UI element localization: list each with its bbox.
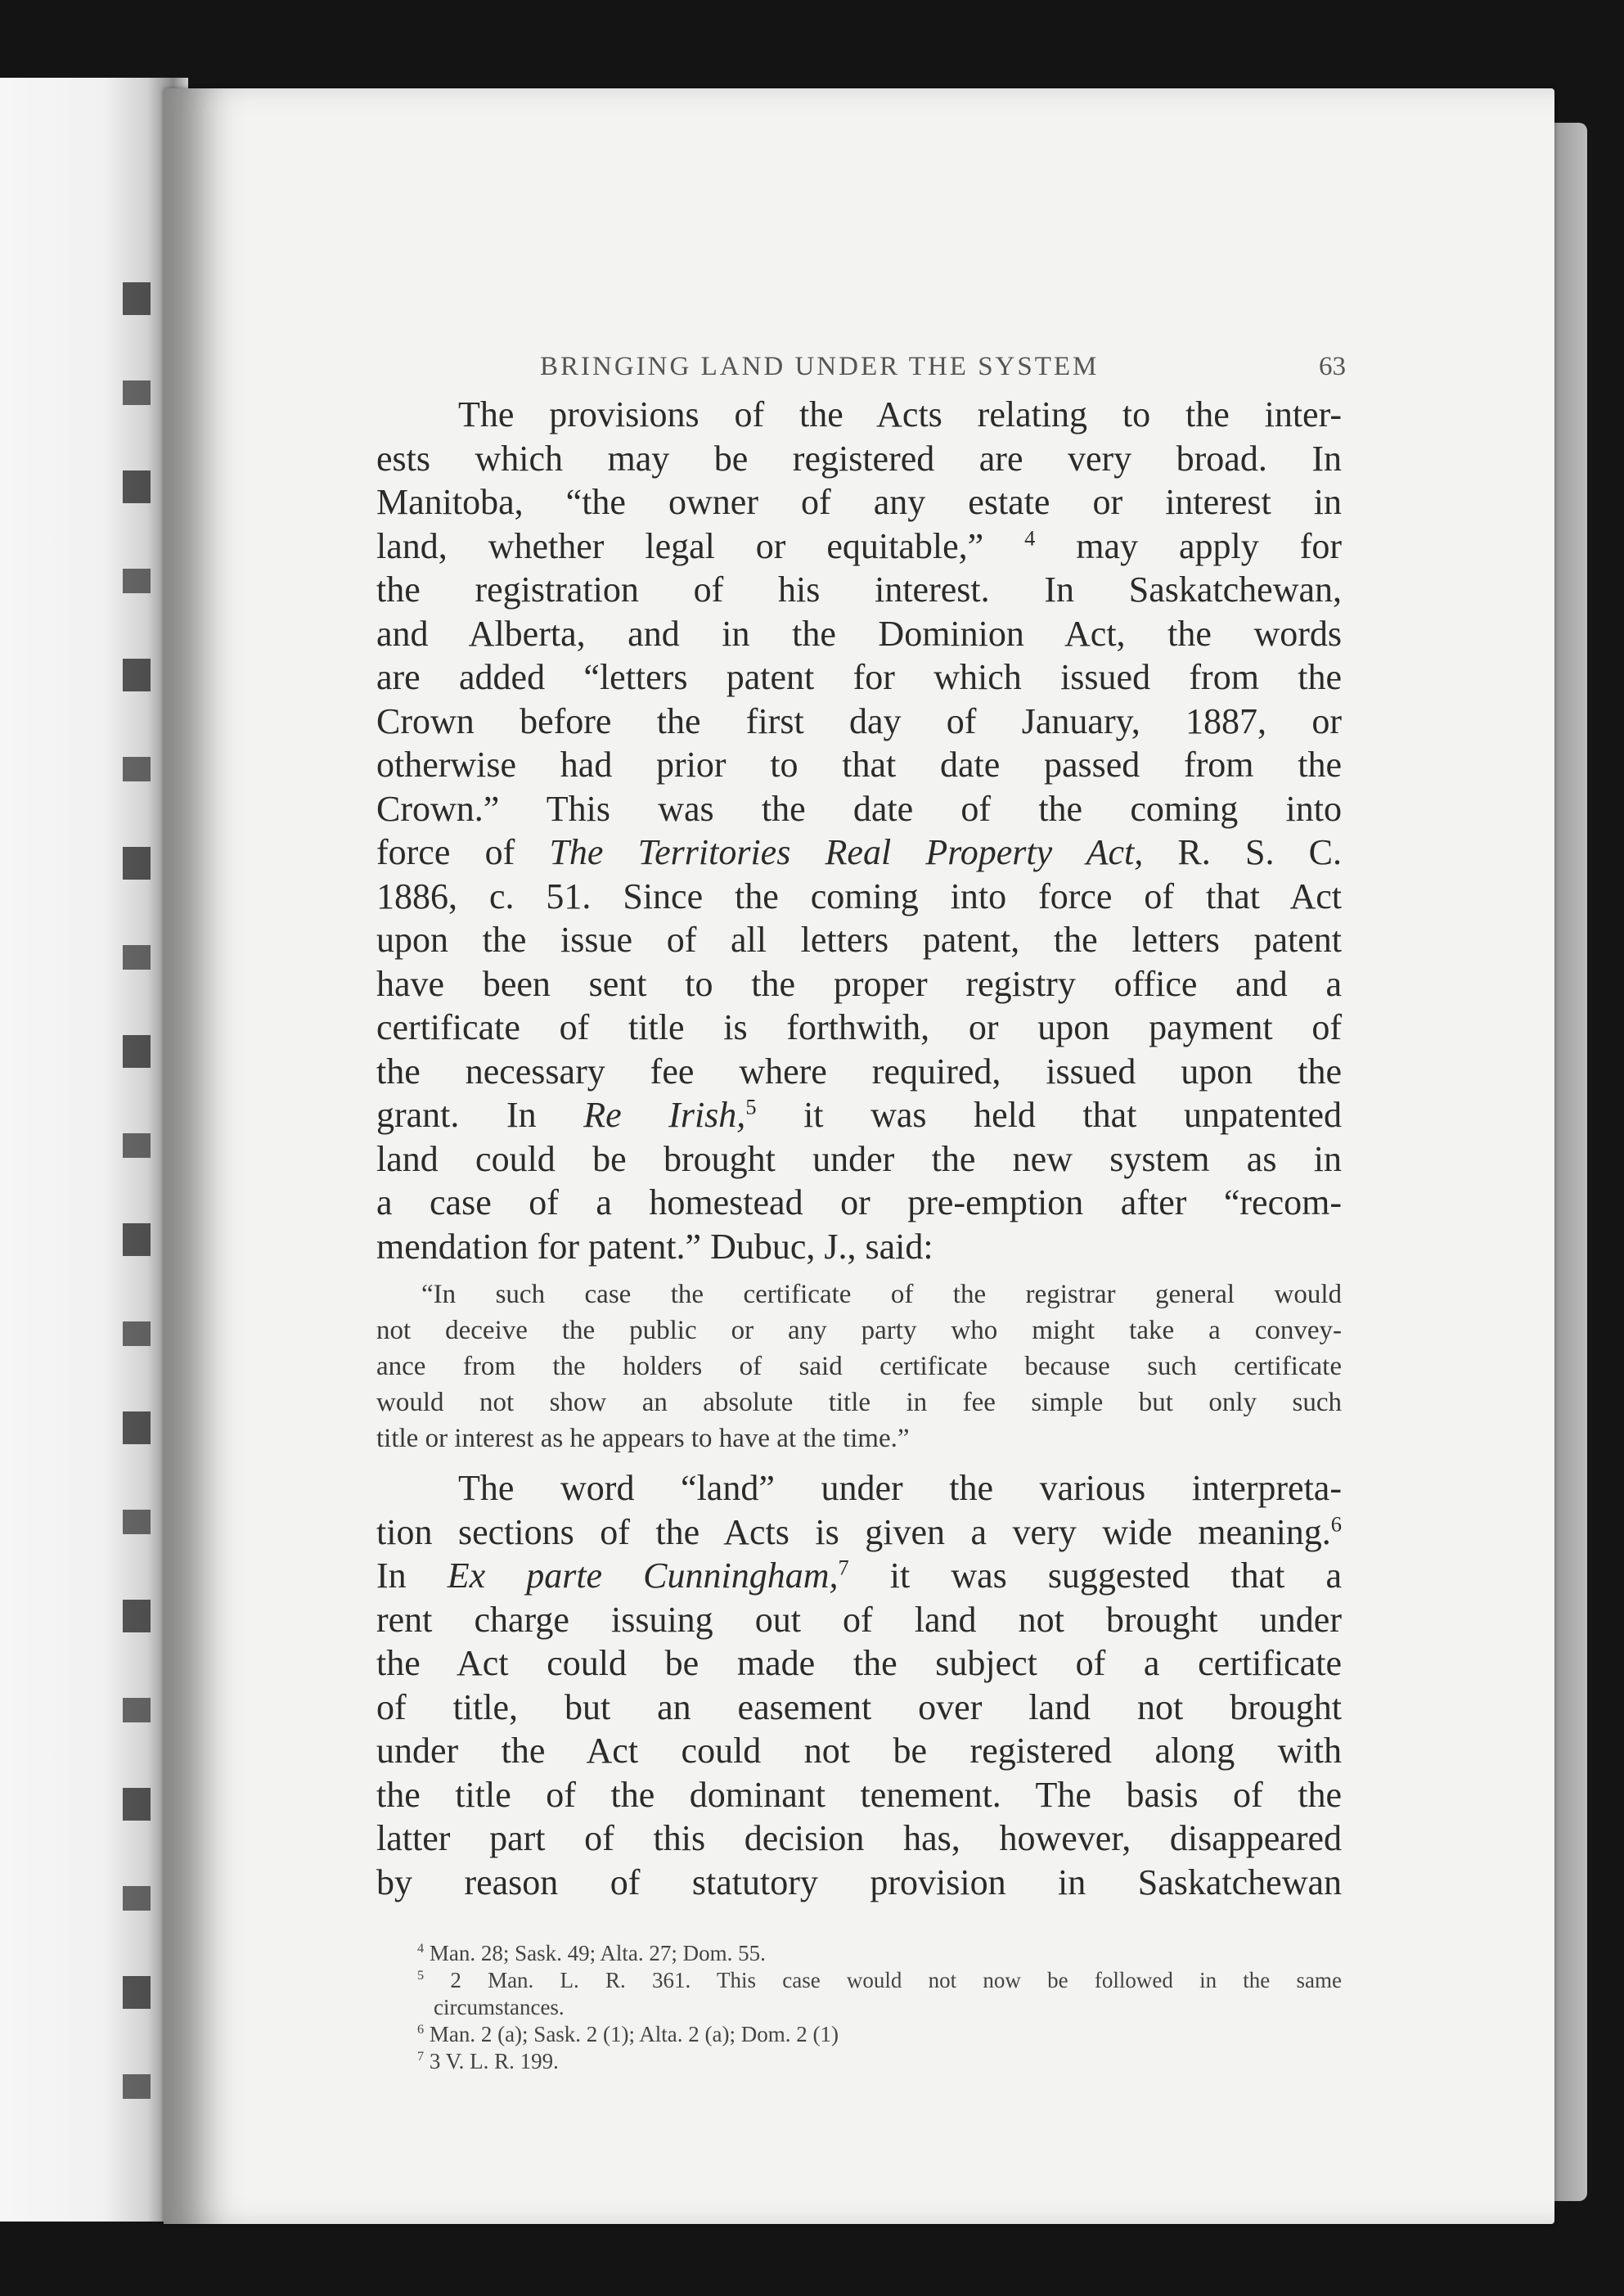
running-header [376, 344, 1346, 393]
left-page-gutter [0, 78, 188, 2222]
quote-line: would not show an absolute title in fee simple but only such [376, 1388, 1342, 1417]
footnote-ref-7: 7 [838, 1555, 849, 1580]
text-line: tion sections of the Acts is given a very wide meaning.$^6$ [376, 1510, 1342, 1552]
footnote-7: $^7$ 3 V. L. R. 199. [417, 2049, 559, 2073]
text-line: of title, but an easement over land not brought [376, 1686, 1342, 1727]
text-line: grant. In Re Irish,$^5$ it was held that unpatented [376, 1094, 1343, 1135]
running-title: BRINGING LAND UNDER THE SYSTEM [540, 352, 1100, 381]
text-line: the Act could be made the subject of a certificate [376, 1643, 1342, 1683]
footnote-ref-5: 5 [745, 1094, 757, 1119]
text-line: The word “land” under the various interpreta- [458, 1468, 1342, 1508]
text-line: a case of a homestead or pre-emption after “recom- [376, 1182, 1342, 1222]
act-title: The Territories Real Property Act, [549, 832, 1144, 872]
text-line: Crown.” This was the date of the coming into [376, 788, 1342, 829]
block-quote [376, 1276, 1342, 1456]
quote-line: “In such case the certificate of the registrar general would [421, 1280, 1342, 1309]
text-line: rent charge issuing out of land not brought under [376, 1599, 1342, 1640]
text-line: under the Act could not be registered along with [376, 1731, 1342, 1771]
quote-line: ance from the holders of said certificate because such certificate [376, 1352, 1342, 1381]
text-line: the necessary fee where required, issued upon the [376, 1051, 1342, 1092]
text-line: by reason of statutory provision in Saskatchewan [376, 1862, 1342, 1902]
paragraph-1 [376, 393, 1342, 1268]
text-line: otherwise had prior to that date passed from the [376, 745, 1342, 785]
text-line: land could be brought under the new system as in [376, 1138, 1342, 1179]
footnote-4: $^4$ Man. 28; Sask. 49; Alta. 27; Dom. 55. [417, 1941, 766, 1965]
page-content [376, 344, 1346, 2075]
page-number: 63 [1319, 352, 1346, 381]
footnotes [376, 1940, 1342, 2075]
case-name: Ex parte Cunningham, [447, 1555, 839, 1596]
torn-binding-edge [123, 282, 151, 2164]
text-line: certificate of title is forthwith, or upon payment of [376, 1007, 1342, 1047]
text-line: The provisions of the Acts relating to the inter- [458, 394, 1342, 434]
text-line: Crown before the first day of January, 1887, or [376, 700, 1342, 741]
text-line: In Ex parte Cunningham,$^7$ it was suggested that a [376, 1555, 1342, 1596]
case-name: Re Irish, [583, 1095, 746, 1135]
paragraph-2 [376, 1466, 1342, 1904]
text-line: are added “letters patent for which issued from the [376, 657, 1342, 697]
text-line: force of The Territories Real Property Act, R. S. C. [376, 832, 1343, 872]
footnote-ref-4: 4 [1024, 524, 1036, 550]
text-line: have been sent to the proper registry office and a [376, 963, 1342, 1004]
text-line: latter part of this decision has, however, disappeared [376, 1818, 1342, 1858]
text-line: upon the issue of all letters patent, the letters patent [376, 920, 1342, 960]
text-line: mendation for patent.” Dubuc, J., said: [376, 1226, 933, 1267]
text-line: land, whether legal or equitable,” $^4$ may apply for [376, 524, 1343, 566]
quote-line: title or interest as he appears to have at the time.” [376, 1424, 910, 1453]
text-line: the title of the dominant tenement. The basis of the [376, 1774, 1342, 1815]
text-line: Manitoba, “the owner of any estate or interest in [376, 482, 1342, 522]
text-line: ests which may be registered are very broad. In [376, 438, 1342, 479]
footnote-6: $^6$ Man. 2 (a); Sask. 2 (1); Alta. 2 (a); Dom. 2 (1) [417, 2022, 839, 2046]
text-line: and Alberta, and in the Dominion Act, the words [376, 613, 1342, 654]
footnote-5: $^5$ 2 Man. L. R. 361. This case would not now be followed in the same [417, 1968, 1342, 1992]
footnote-5-continued: circumstances. [434, 1995, 565, 2019]
text-line: the registration of his interest. In Saskatchewan, [376, 569, 1342, 610]
quote-line: not deceive the public or any party who might take a convey- [376, 1316, 1342, 1345]
footnote-ref-6: 6 [1330, 1510, 1342, 1536]
text-line: 1886, c. 51. Since the coming into force of that Act [376, 876, 1342, 916]
